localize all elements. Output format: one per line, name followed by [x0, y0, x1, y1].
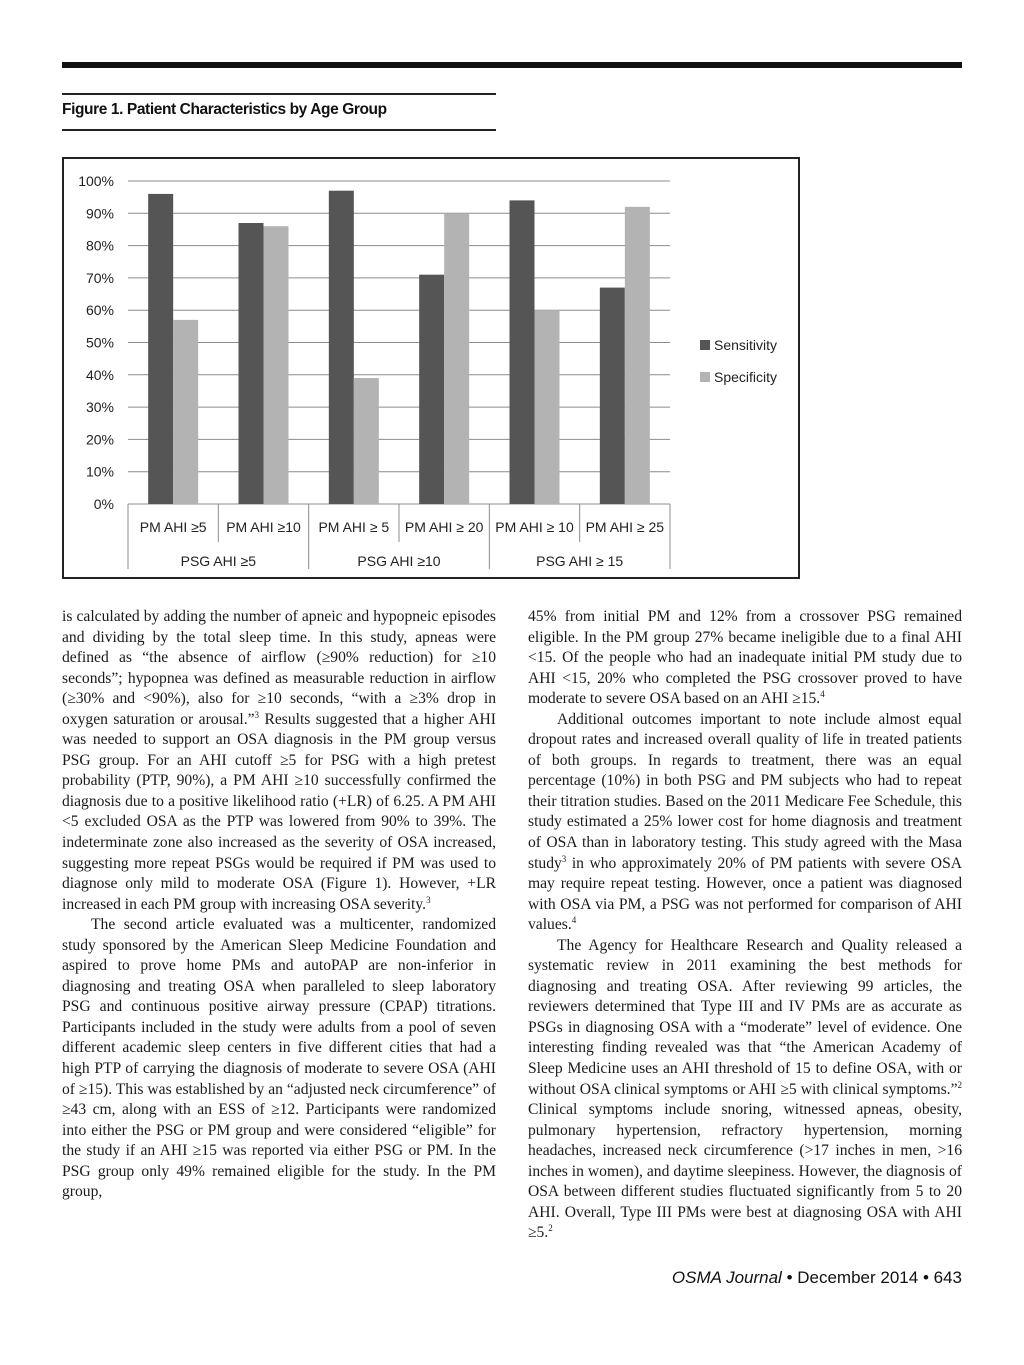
page-number: 643 — [933, 1268, 962, 1287]
top-rule — [62, 62, 962, 68]
bar-sensitivity — [510, 200, 535, 504]
x-category-label: PM AHI ≥ 20 — [404, 519, 484, 535]
legend-swatch-sensitivity — [700, 340, 710, 350]
x-group-label: PSG AHI ≥ 15 — [536, 553, 624, 569]
figure-title-rule-bottom — [62, 129, 496, 131]
bar-specificity — [535, 310, 560, 504]
bar-sensitivity — [600, 288, 625, 504]
x-category-label: PM AHI ≥ 5 — [318, 519, 390, 535]
bar-specificity — [625, 207, 650, 504]
left-text-column — [62, 607, 496, 1203]
chart-frame — [62, 157, 800, 579]
y-tick-label: 90% — [85, 205, 114, 222]
y-tick-label: 0% — [93, 496, 114, 512]
x-group-label: PSG AHI ≥10 — [357, 553, 441, 569]
issue-date: December 2014 — [797, 1268, 919, 1287]
y-tick-label: 70% — [85, 269, 114, 286]
right-paragraph-2: Additional outcomes important to note include almost equal dropout rates and increased overall quality of life in treated patients of both groups. In regards to treatment, there was an equal percentage (10%) in both PSG and PM subjects who had to repeat their titration studies. Based on the 2011 Medicare Fee Schedule, this study estimated a 25% lower cost for home diagnosis and treatment of OSA than in laboratory testing. This study agreed with the Masa study$^3$ in who approximately 20% of PM patients with severe OSA may require repeat testing. However, once a patient was diagnosed with OSA via PM, a PSG was not performed for comparison of AHI values.$^4$ — [528, 710, 962, 934]
bar-sensitivity — [148, 194, 173, 504]
y-tick-label: 100% — [78, 173, 114, 189]
x-category-label: PM AHI ≥10 — [226, 519, 301, 535]
x-category-label: PM AHI ≥5 — [139, 519, 207, 535]
x-category-label: PM AHI ≥ 25 — [585, 519, 665, 535]
bar-chart — [64, 159, 798, 577]
left-paragraph-2: The second article evaluated was a multicenter, randomized study sponsored by the American Sleep Medicine Foundation and aspired to prove home PMs and autoPAP are non-inferior in diagnosing and treating OSA when paralleled to sleep laboratory PSG and continuous positive airway pressure (CPAP) titrations. Participants included in the study were adults from a pool of seven different academic sleep centers in five different cities that had a high PTP of carrying the diagnosis of moderate to severe OSA (AHI of ≥15). This was established by an “adjusted neck circumference” of ≥43 cm, along with an ESS of ≥12. Participants were randomized into either the PSG or PM group and were considered “eligible” for the study if an AHI ≥15 was reported via either PSG or PM. In the PSG group only 49% remained eligible for the study. In the PM group, — [62, 916, 496, 1201]
right-text-column — [528, 607, 962, 1244]
y-tick-label: 30% — [85, 399, 114, 416]
bar-sensitivity — [419, 275, 444, 504]
right-paragraph-3: The Agency for Healthcare Research and Quality released a systematic review in 2011 examining the best methods for diagnosing and treating OSA. After reviewing 99 articles, the reviewers determined that Type III and IV PMs are as accurate as PSGs in diagnosing OSA with a “moderate” level of evidence. One interesting finding revealed was that “the American Academy of Sleep Medicine uses an AHI threshold of 15 to define OSA, with or without OSA clinical symptoms or AHI ≥5 with clinical symptoms.”$^2$ Clinical symptoms include snoring, witnessed apneas, obesity, pulmonary hypertension, refractory hypertension, morning headaches, increased neck circumference (>17 inches in men, >16 inches in women), and daytime sleepiness. However, the diagnosis of OSA between different studies fluctuated significantly from 5 to 20 AHI. Overall, Type III PMs were best at diagnosing OSA with AHI ≥5.$^2$ — [528, 936, 962, 1242]
left-paragraph-1: is calculated by adding the number of apneic and hypopneic episodes and dividing by the total sleep time. In this study, apneas were defined as “the absence of airflow (≥90% reduction) for ≥10 seconds”; hypopnea was defined as measurable reduction in airflow (≥30% and <90%), also for ≥10 seconds, “with a ≥3% drop in oxygen saturation or arousal.”$^3$ Results suggested that a higher AHI was needed to support an OSA diagnosis in the PM group versus PSG group. For an AHI cutoff ≥5 for PSG with a high pretest probability (PTP, 90%), a PM AHI ≥10 successfully confirmed the diagnosis due to a positive likelihood ratio (+LR) of 6.25. A PM AHI <5 excluded OSA as the PTP was lowered from 90% to 39%. The indeterminate zone also increased as the severity of OSA increased, suggesting more repeat PSGs would be required if PM was used to diagnose only mild to moderate OSA (Figure 1). However, +LR increased in each PM group with increasing OSA severity.$^3$ — [62, 608, 496, 913]
right-paragraph-1: 45% from initial PM and 12% from a crossover PSG remained eligible. In the PM group 27% became ineligible due to a final AHI <15. Of the people who had an inadequate initial PM study due to AHI <15, 20% who completed the PSG crossover proved to have moderate to severe OSA based on an AHI ≥15.$^4$ — [528, 608, 962, 708]
bar-specificity — [264, 226, 289, 504]
bar-specificity — [173, 320, 198, 504]
bar-sensitivity — [329, 191, 354, 504]
page-footer: OSMA Journal • December 2014 • 643 — [671, 1268, 962, 1287]
journal-name: OSMA Journal — [671, 1268, 782, 1287]
y-tick-label: 20% — [85, 431, 114, 448]
y-tick-label: 80% — [85, 237, 114, 254]
y-tick-label: 40% — [85, 366, 114, 383]
figure-title-rule-top — [62, 93, 496, 95]
x-category-label: PM AHI ≥ 10 — [495, 519, 574, 535]
y-tick-label: 60% — [85, 302, 114, 319]
y-tick-label: 50% — [85, 334, 114, 351]
y-tick-label: 10% — [85, 463, 114, 480]
legend-swatch-specificity — [700, 372, 710, 382]
bar-specificity — [354, 378, 379, 504]
figure-title: Figure 1. Patient Characteristics by Age Group — [62, 101, 387, 118]
bar-sensitivity — [239, 223, 264, 504]
x-group-label: PSG AHI ≥5 — [180, 553, 257, 569]
bar-specificity — [444, 213, 469, 504]
legend-label-specificity: Specificity — [714, 369, 778, 385]
legend-label-sensitivity: Sensitivity — [714, 337, 778, 353]
